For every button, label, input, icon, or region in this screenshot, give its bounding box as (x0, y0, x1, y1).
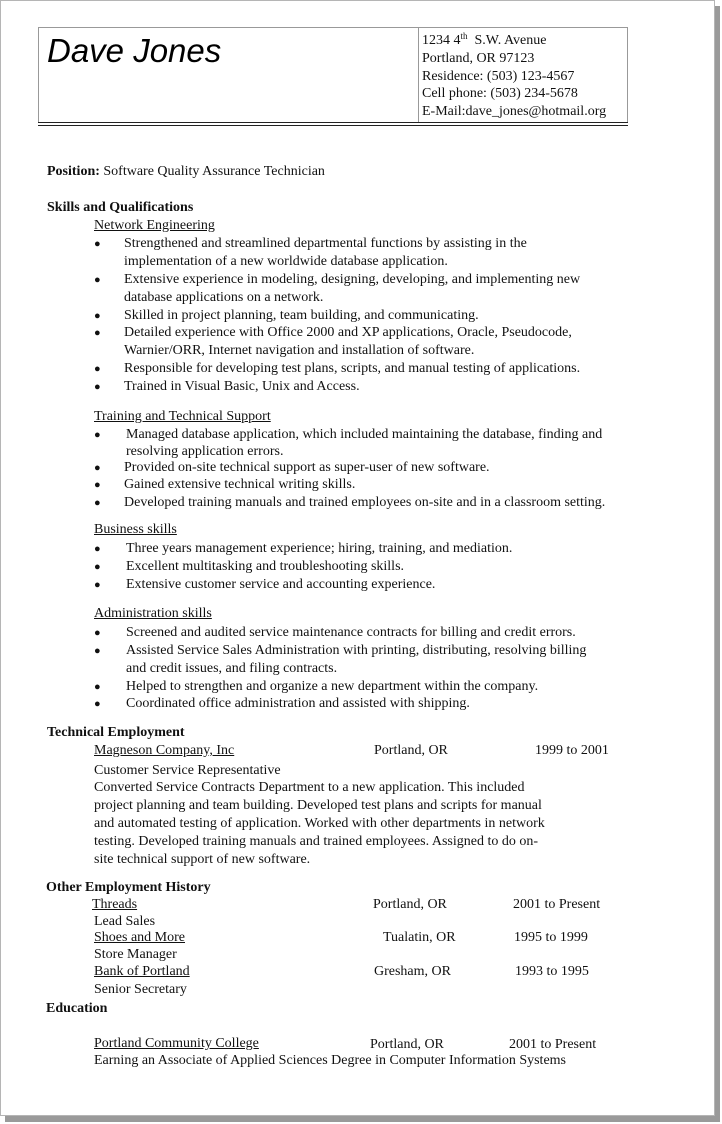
street-address: 1234 4th S.W. Avenue (422, 31, 547, 48)
city-state-zip: Portland, OR 97123 (422, 50, 535, 66)
job-title: Store Manager (94, 947, 177, 962)
job-description-line: project planning and team building. Developed test plans and scripts for manual (94, 798, 542, 813)
header-divider-thick (38, 122, 628, 123)
school-location: Portland, OR (370, 1037, 444, 1052)
network-engineering-title: Network Engineering (94, 218, 215, 233)
candidate-name: Dave Jones (47, 32, 222, 69)
list-item-continuation: implementation of a new worldwide database application. (124, 254, 448, 269)
header-contact-cell (418, 27, 628, 123)
bullet-icon: ● (94, 327, 101, 339)
other-employment-heading: Other Employment History (46, 880, 211, 895)
technical-employment-heading: Technical Employment (47, 725, 185, 740)
business-skills-title: Business skills (94, 522, 177, 537)
list-item-continuation: database applications on a network. (124, 290, 324, 305)
bullet-icon: ● (94, 681, 101, 693)
bullet-icon: ● (94, 238, 101, 250)
list-item: Managed database application, which included maintaining the database, finding and (126, 427, 603, 442)
email-address: E-Mail:dave_jones@hotmail.org (422, 104, 607, 120)
bullet-icon: ● (94, 381, 101, 393)
job-description-line: site technical support of new software. (94, 852, 311, 867)
position-line (47, 163, 325, 181)
list-item: Gained extensive technical writing skills. (124, 477, 356, 492)
list-item-continuation: Warnier/ORR, Internet navigation and installation of software. (124, 343, 475, 358)
bullet-icon: ● (94, 479, 101, 491)
bullet-icon: ● (94, 561, 101, 573)
list-item: Strengthened and streamlined departmental functions by assisting in the (124, 236, 527, 251)
list-item: Screened and audited service maintenance contracts for billing and credit errors. (126, 625, 576, 640)
bullet-icon: ● (94, 543, 101, 555)
job-title: Lead Sales (94, 914, 156, 929)
employer-name: Magneson Company, Inc (94, 743, 235, 758)
bullet-icon: ● (94, 627, 101, 639)
employer-location: Tualatin, OR (383, 930, 456, 945)
bullet-icon: ● (94, 310, 101, 322)
list-item-continuation: resolving application errors. (126, 444, 284, 459)
position-value: Software Quality Assurance Technician (103, 164, 325, 179)
administration-skills-title: Administration skills (94, 606, 212, 621)
bullet-icon: ● (94, 698, 101, 710)
contact-block (422, 32, 606, 121)
bullet-icon: ● (94, 274, 101, 286)
employer-location: Portland, OR (374, 743, 448, 758)
education-dates: 2001 to Present (509, 1037, 597, 1052)
school-name: Portland Community College (94, 1036, 259, 1051)
list-item: Developed training manuals and trained employees on-site and in a classroom setting. (124, 495, 606, 510)
employment-dates: 1995 to 1999 (514, 930, 588, 945)
residence-phone: Residence: (503) 123-4567 (422, 68, 575, 84)
employer-location: Portland, OR (373, 897, 447, 912)
training-support-title: Training and Technical Support (94, 409, 271, 424)
employer-name: Shoes and More (94, 930, 185, 945)
degree: Earning an Associate of Applied Sciences Degree in Computer Information Systems (94, 1053, 567, 1068)
list-item: Three years management experience; hiring, training, and mediation. (126, 541, 513, 556)
list-item: Helped to strengthen and organize a new department within the company. (126, 679, 539, 694)
employer-name: Bank of Portland (94, 964, 190, 979)
list-item: Detailed experience with Office 2000 and XP applications, Oracle, Pseudocode, (124, 325, 572, 340)
employer-location: Gresham, OR (374, 964, 451, 979)
list-item: Extensive customer service and accounting experience. (126, 577, 436, 592)
job-title: Customer Service Representative (94, 763, 281, 778)
bullet-icon: ● (94, 363, 101, 375)
cell-phone: Cell phone: (503) 234-5678 (422, 86, 578, 102)
list-item: Extensive experience in modeling, designing, developing, and implementing new (124, 272, 581, 287)
list-item: Assisted Service Sales Administration with printing, distributing, resolving billing (126, 643, 587, 658)
bullet-icon: ● (94, 645, 101, 657)
bullet-icon: ● (94, 462, 101, 474)
employer-name: Threads (92, 897, 138, 912)
job-description-line: testing. Developed training manuals and trained employees. Assigned to do on- (94, 834, 539, 849)
list-item: Excellent multitasking and troubleshooting skills. (126, 559, 405, 574)
header-divider-thin (38, 125, 628, 126)
list-item: Responsible for developing test plans, scripts, and manual testing of applications. (124, 361, 581, 376)
list-item: Skilled in project planning, team building, and communicating. (124, 308, 479, 323)
position-label: Position: (47, 164, 100, 179)
job-description-line: Converted Service Contracts Department to a new application. This included (94, 780, 525, 795)
employment-dates: 1999 to 2001 (535, 743, 609, 758)
job-title: Senior Secretary (94, 982, 187, 997)
list-item-continuation: and credit issues, and filing contracts. (126, 661, 338, 676)
header-name-cell (38, 27, 419, 123)
list-item: Coordinated office administration and assisted with shipping. (126, 696, 470, 711)
job-description-line: and automated testing of application. Worked with other departments in network (94, 816, 545, 831)
employment-dates: 1993 to 1995 (515, 964, 589, 979)
list-item: Provided on-site technical support as super-user of new software. (124, 460, 490, 475)
skills-heading: Skills and Qualifications (47, 200, 194, 215)
list-item: Trained in Visual Basic, Unix and Access. (124, 379, 360, 394)
bullet-icon: ● (94, 429, 101, 441)
bullet-icon: ● (94, 579, 101, 591)
employment-dates: 2001 to Present (513, 897, 601, 912)
education-heading: Education (46, 1001, 108, 1016)
bullet-icon: ● (94, 497, 101, 509)
